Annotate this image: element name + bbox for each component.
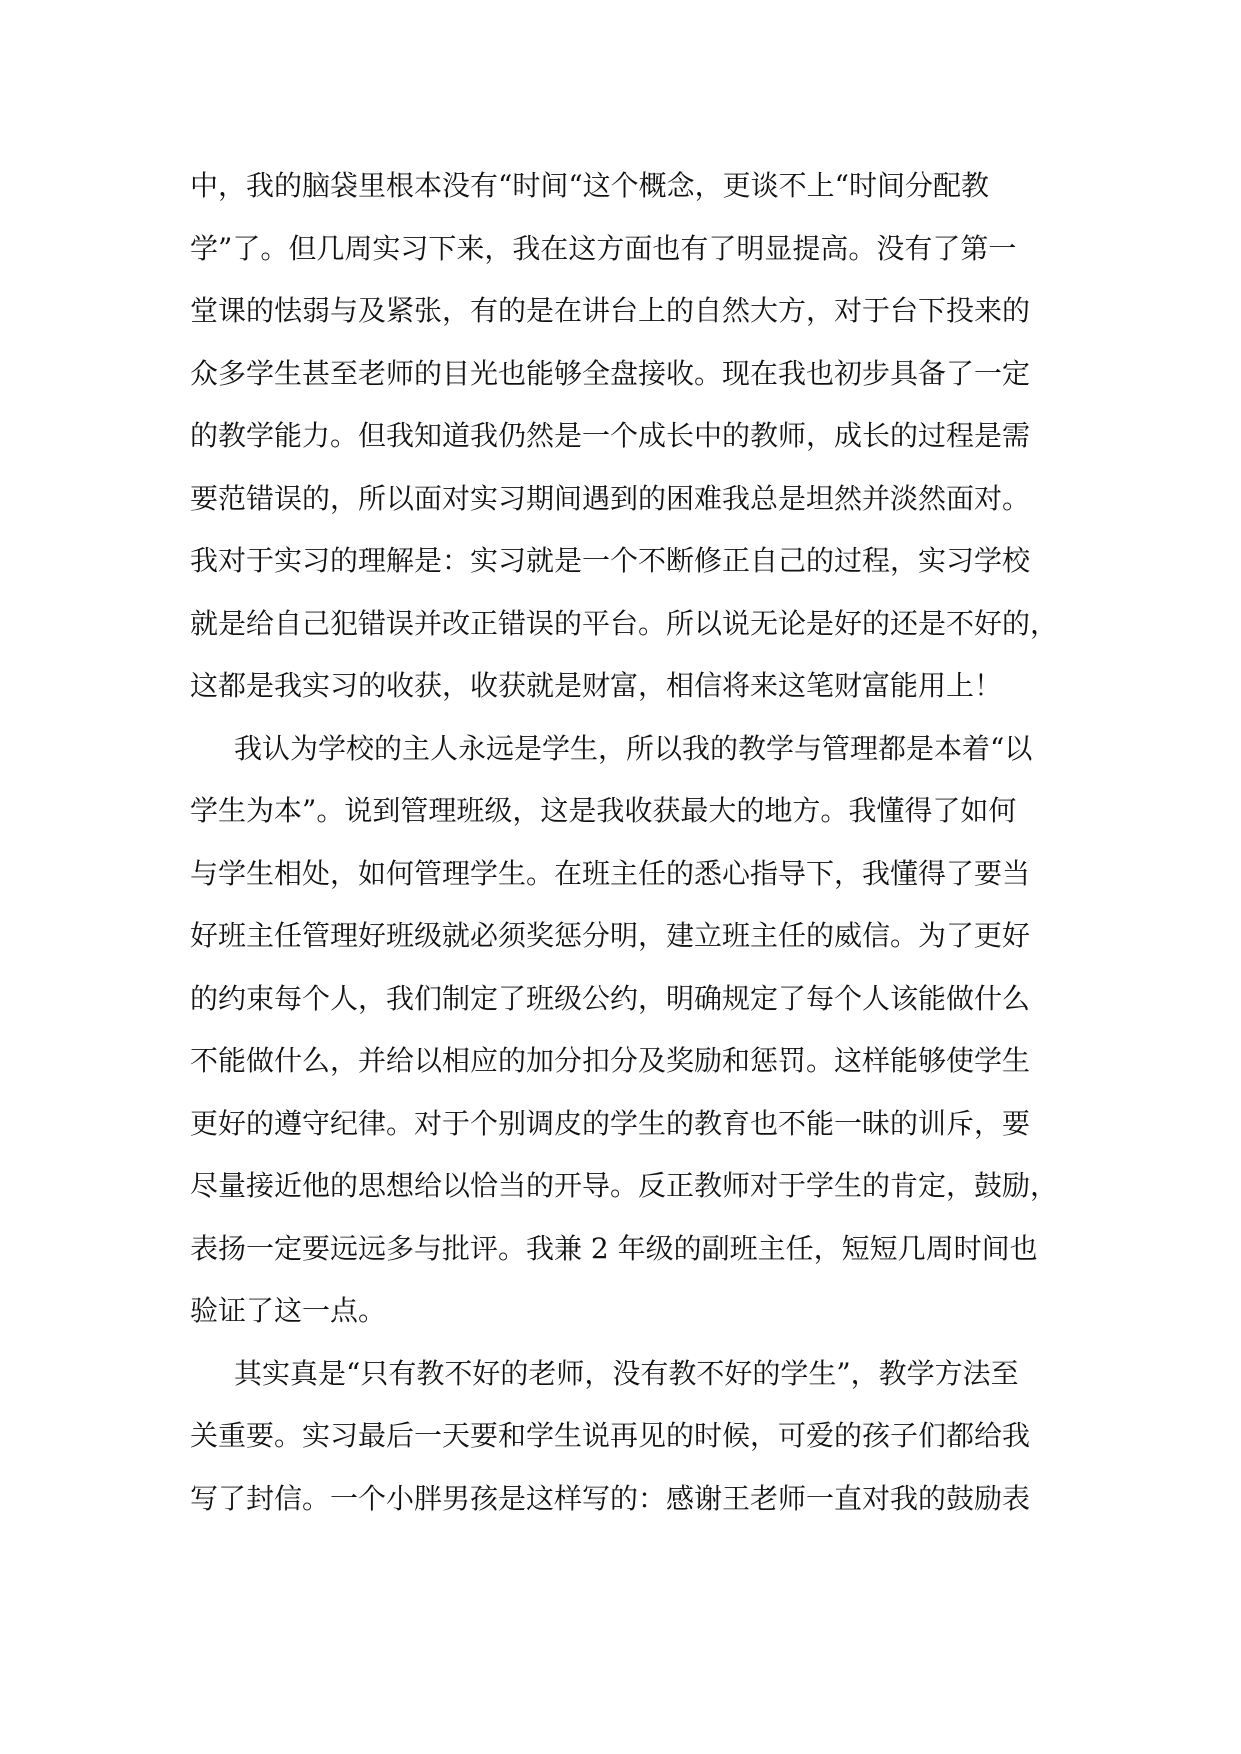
- text-line: 关重要。实习最后一天要和学生说再见的时候，可爱的孩子们都给我: [190, 1419, 1031, 1452]
- document-body: [190, 155, 1070, 1530]
- text-line: 的约束每个人，我们制定了班级公约，明确规定了每个人该能做什么: [190, 981, 1031, 1015]
- text-line: 要范错误的，所以面对实习期间遇到的困难我总是坦然并淡然面对。: [190, 481, 1031, 515]
- text-line: 验证了这一点。: [190, 1294, 387, 1327]
- text-line: 更好的遵守纪律。对于个别调皮的学生的教育也不能一昧的训斥，要: [190, 1106, 1031, 1140]
- text-line: 写了封信。一个小胖男孩是这样写的：感谢王老师一直对我的鼓励表: [190, 1481, 1031, 1515]
- text-line: 的教学能力。但我知道我仍然是一个成长中的教师，成长的过程是需: [190, 419, 1031, 452]
- paragraph-start-line: 我认为学校的主人永远是学生，所以我的教学与管理都是本着“以: [234, 731, 1033, 765]
- text-line: 中，我的脑袋里根本没有“时间“这个概念，更谈不上“时间分配教: [190, 169, 989, 202]
- text-line: 尽量接近他的思想给以恰当的开导。反正教师对于学生的肯定，鼓励，: [190, 1169, 1059, 1202]
- text-line: 这都是我实习的收获，收获就是财富，相信将来这笔财富能用上！: [190, 669, 1003, 702]
- text-line: 众多学生甚至老师的目光也能够全盘接收。现在我也初步具备了一定: [190, 356, 1031, 390]
- text-line: 就是给自己犯错误并改正错误的平台。所以说无论是好的还是不好的，: [190, 606, 1059, 640]
- paragraph-start-line: 其实真是“只有教不好的老师，没有教不好的学生”，教学方法至: [234, 1356, 1019, 1390]
- text-line: 我对于实习的理解是：实习就是一个不断修正自己的过程，实习学校: [190, 544, 1031, 577]
- text-line: 学生为本”。说到管理班级，这是我收获最大的地方。我懂得了如何: [190, 794, 1017, 827]
- text-line: 好班主任管理好班级就必须奖惩分明，建立班主任的威信。为了更好: [190, 919, 1031, 952]
- text-line: 不能做什么，并给以相应的加分扣分及奖励和惩罚。这样能够使学生: [190, 1044, 1031, 1077]
- text-line: 堂课的怯弱与及紧张，有的是在讲台上的自然大方，对于台下投来的: [190, 294, 1031, 327]
- text-line: 表扬一定要远远多与批评。我兼 2 年级的副班主任，短短几周时间也: [190, 1231, 1038, 1265]
- text-line: 学”了。但几周实习下来，我在这方面也有了明显提高。没有了第一: [190, 231, 1017, 265]
- text-line: 与学生相处，如何管理学生。在班主任的悉心指导下，我懂得了要当: [190, 856, 1031, 890]
